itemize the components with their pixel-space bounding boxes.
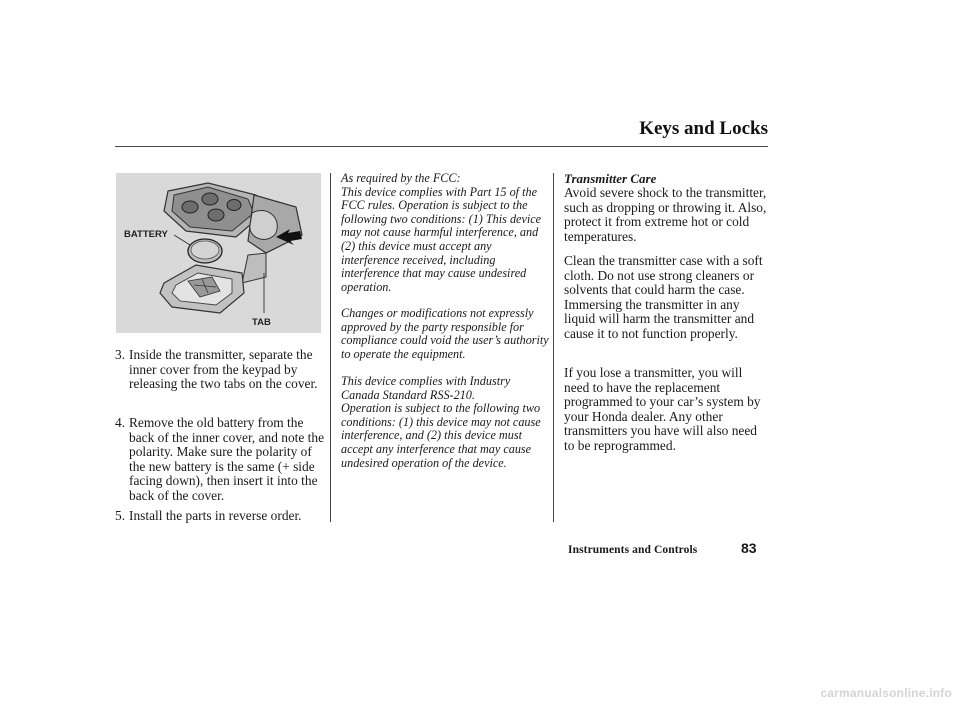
care-paragraph-1: Avoid severe shock to the transmitter, such as dropping or throwing it. Also, protect it from extreme hot or cold temperatures.: [564, 185, 767, 244]
transmitter-illustration: [116, 173, 321, 333]
step-text: Remove the old battery from the back of the inner cover, and note the polarity. Make sure the polarity of the new battery is the same (+ side facing down), then insert it into the back of the cover.: [129, 415, 325, 503]
industry-canada-statement: [341, 375, 551, 470]
battery-label: BATTERY: [124, 229, 168, 240]
battery-illustration: [188, 239, 222, 263]
column-divider-left: [330, 173, 331, 522]
step-text: Inside the transmitter, separate the inner cover from the keypad by releasing the two tabs on the cover.: [129, 347, 318, 392]
step-4: [115, 416, 330, 504]
step-5: [115, 509, 330, 524]
industry-canada-body: Operation is subject to the following two conditions: (1) this device may not cause interference, and (2) this device must accept any interference that may cause undesired operation of the device.: [341, 401, 541, 470]
footer-section-label: Instruments and Controls: [568, 544, 698, 556]
fcc-intro: As required by the FCC:: [341, 171, 461, 185]
header-rule: [115, 146, 768, 147]
care-paragraph-3: If you lose a transmitter, you will need to have the replacement programmed to your car’s system by your Honda dealer. Any other transmitters you have will also need to be reprogrammed.: [564, 365, 761, 453]
step-number: 4.: [115, 415, 126, 430]
step-text: Install the parts in reverse order.: [129, 508, 302, 523]
page-title: Keys and Locks: [639, 118, 768, 139]
page-number: 83: [741, 540, 757, 556]
care-paragraph-2: Clean the transmitter case with a soft cloth. Do not use strong cleaners or solvents that could harm the case. Immersing the transmitter in any liquid will harm the transmitter and cause it to not function properly.: [564, 253, 763, 341]
fcc-statement: [341, 172, 551, 294]
tab-label: TAB: [252, 317, 271, 328]
industry-canada-intro: This device complies with Industry Canada Standard RSS-210.: [341, 374, 511, 402]
column-divider-right: [553, 173, 554, 522]
step-number: 5.: [115, 508, 126, 523]
fcc-body: This device complies with Part 15 of the FCC rules. Operation is subject to the following two conditions: (1) This device may not cause harmful interference, and (2) this device must accept any interference received, including interference that may cause undesired operation.: [341, 184, 542, 294]
battery-replacement-figure: [116, 173, 321, 333]
fcc-modifications-note: Changes or modifications not expressly approved by the party responsible for compliance could void the user’s authority to operate the equipment.: [341, 306, 549, 361]
step-3: [115, 348, 330, 392]
watermark: carmanualsonline.info: [820, 686, 952, 700]
step-number: 3.: [115, 347, 126, 362]
section-heading-transmitter-care: Transmitter Care: [564, 171, 657, 186]
inner-cover-illustration: [160, 265, 244, 313]
